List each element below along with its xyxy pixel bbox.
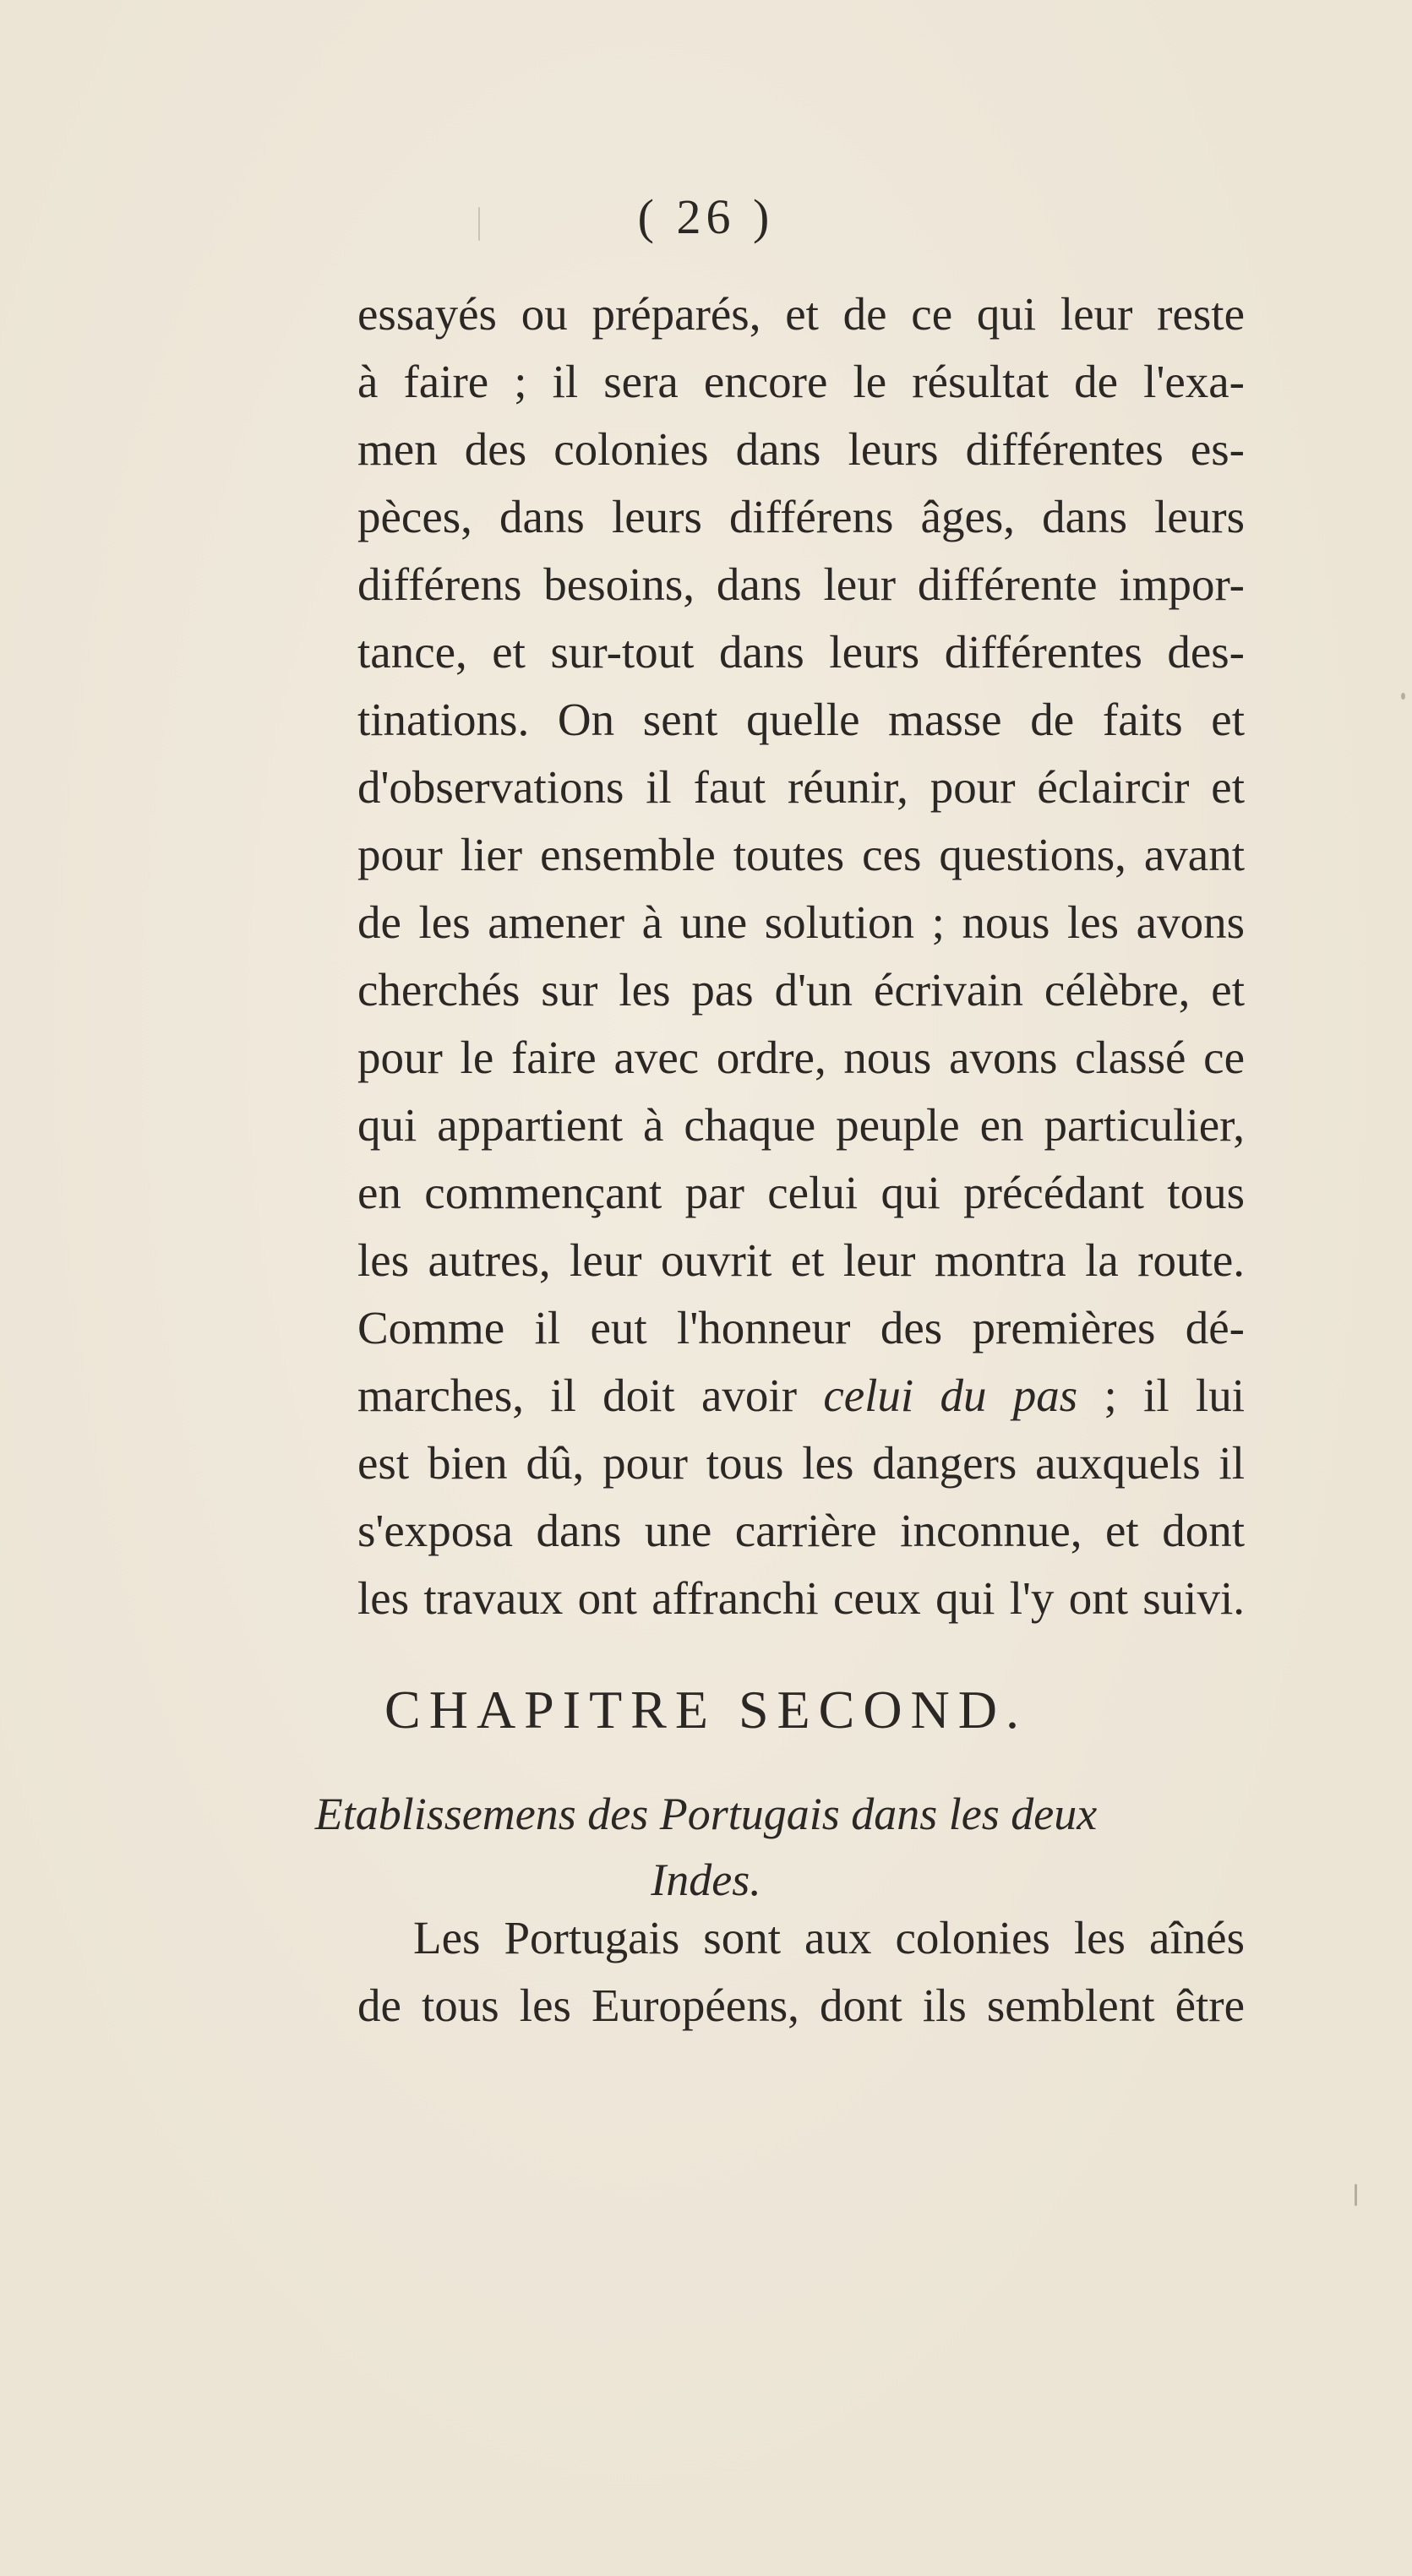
text-line: tance, et sur-tout dans leurs différentes des-	[357, 626, 1245, 678]
text-line: Les Portugais sont aux colonies les aînés	[413, 1912, 1245, 1963]
text-line: les autres, leur ouvrit et leur montra la route.	[357, 1234, 1245, 1286]
text-line: de tous les Européens, dont ils semblent être	[357, 1980, 1245, 2031]
text-line-with-italic	[357, 1362, 1245, 1430]
page-number: ( 26 )	[637, 189, 775, 244]
text-line: est bien dû, pour tous les dangers auxquels il	[357, 1437, 1245, 1489]
text-line: qui appartient à chaque peuple en particulier,	[357, 1099, 1245, 1151]
text-fragment: marches, il doit avoir	[357, 1370, 824, 1421]
paper-speck	[478, 207, 480, 241]
text-line: à faire ; il sera encore le résultat de l'exa-	[357, 356, 1245, 407]
text-line: pèces, dans leurs différens âges, dans leurs	[357, 491, 1245, 542]
chapter-subtitle-line: Indes.	[651, 1854, 761, 1905]
italic-phrase: celui du pas	[823, 1370, 1078, 1421]
text-line: de les amener à une solution ; nous les avons	[357, 896, 1245, 948]
text-line: différens besoins, dans leur différente impor-	[357, 558, 1245, 610]
text-line: en commençant par celui qui précédant tous	[357, 1167, 1245, 1218]
body-text	[357, 280, 1245, 1632]
text-line: pour lier ensemble toutes ces questions, avant	[357, 829, 1245, 880]
text-line: essayés ou préparés, et de ce qui leur reste	[357, 288, 1245, 340]
text-line: tinations. On sent quelle masse de faits et	[357, 694, 1245, 745]
text-fragment: ; il lui	[1077, 1370, 1245, 1421]
text-line: cherchés sur les pas d'un écrivain célèbre, et	[357, 964, 1245, 1016]
text-line: d'observations il faut réunir, pour éclaircir et	[357, 761, 1245, 813]
text-line: les travaux ont affranchi ceux qui l'y ont suivi.	[357, 1572, 1245, 1624]
chapter-subtitle	[0, 1781, 1412, 1913]
text-line: s'exposa dans une carrière inconnue, et dont	[357, 1505, 1245, 1556]
chapter-subtitle-line: Etablissemens des Portugais dans les deux	[314, 1789, 1098, 1839]
chapter-heading: CHAPITRE SECOND.	[384, 1680, 1028, 1740]
text-line: Comme il eut l'honneur des premières dé-	[357, 1302, 1245, 1353]
chapter-paragraph	[357, 1904, 1245, 2040]
text-line: pour le faire avec ordre, nous avons classé ce	[357, 1032, 1245, 1083]
text-line: men des colonies dans leurs différentes es-	[357, 423, 1245, 475]
paper-speck	[1401, 693, 1405, 700]
paper-speck	[1355, 2184, 1357, 2206]
